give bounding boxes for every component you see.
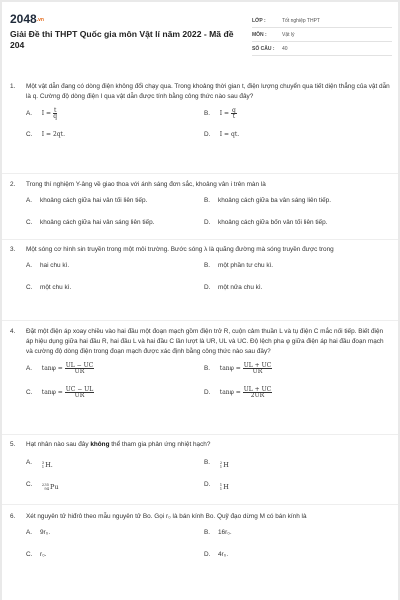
question-emphasis: không bbox=[90, 441, 110, 448]
option-d[interactable] bbox=[204, 550, 228, 560]
option-label: D. bbox=[204, 284, 211, 291]
exam-meta-table bbox=[252, 14, 392, 56]
option-b[interactable] bbox=[204, 528, 232, 538]
fraction bbox=[53, 108, 57, 119]
exam-page bbox=[2, 2, 398, 600]
meta-value: Tốt nghiệp THPT bbox=[282, 17, 320, 24]
meta-row-class bbox=[252, 14, 392, 28]
option-expr: tanφ = bbox=[219, 365, 243, 373]
numerator: UL + UC bbox=[243, 386, 272, 393]
element-symbol: Pu bbox=[50, 483, 59, 491]
question-number: 2. bbox=[10, 181, 16, 188]
option-text: khoảng cách giữa bốn vân tối liên tiếp. bbox=[218, 219, 328, 226]
option-b[interactable] bbox=[204, 458, 229, 470]
options bbox=[26, 456, 392, 490]
option-c[interactable] bbox=[26, 218, 154, 228]
fraction bbox=[243, 387, 273, 398]
element-symbol: H bbox=[223, 483, 229, 491]
option-label: B. bbox=[204, 197, 211, 204]
option-d[interactable] bbox=[204, 130, 239, 140]
fraction bbox=[65, 363, 95, 374]
question-4 bbox=[10, 327, 392, 403]
question-text-part: Hạt nhân nào sau đây bbox=[26, 441, 91, 448]
option-expr: tanφ = bbox=[219, 389, 243, 397]
divider bbox=[2, 173, 398, 174]
atomic-number: 1 bbox=[219, 486, 223, 491]
divider bbox=[2, 504, 398, 505]
question-text bbox=[26, 440, 390, 450]
numerator: UC − UL bbox=[65, 386, 94, 393]
mass-number: 3 bbox=[41, 460, 45, 465]
site-logo[interactable] bbox=[10, 12, 44, 26]
option-label: A. bbox=[26, 262, 33, 269]
fraction bbox=[65, 387, 95, 398]
option-label: C. bbox=[26, 551, 33, 558]
fraction bbox=[231, 108, 237, 119]
option-label: C. bbox=[26, 219, 33, 226]
option-text: một phần tư chu kì. bbox=[218, 262, 274, 269]
options bbox=[26, 363, 392, 403]
option-a[interactable] bbox=[26, 108, 57, 119]
option-label: A. bbox=[26, 459, 33, 466]
question-1 bbox=[10, 82, 392, 142]
numerator: q bbox=[232, 107, 236, 114]
mass-number: 235 bbox=[41, 482, 50, 487]
question-text bbox=[26, 327, 390, 357]
option-expr: tanφ = bbox=[41, 365, 65, 373]
option-b[interactable] bbox=[204, 363, 272, 374]
meta-row-subject bbox=[252, 28, 392, 42]
question-text-part: Đặt một điện áp xoay chiều vào hai đầu một đoạn mạch gồm điện trở R, cuộn cảm thuần L và tụ điện C mắc nối tiếp. Biết điện áp hiệu dụng giữa hai đầu R, hai đầu L và hai đầu C lần lượt là U bbox=[26, 328, 384, 345]
meta-key: LỚP : bbox=[252, 17, 266, 24]
option-label: B. bbox=[204, 262, 211, 269]
option-text: r₀. bbox=[40, 551, 47, 558]
question-number: 5. bbox=[10, 441, 16, 448]
numerator: t bbox=[54, 107, 57, 114]
numerator: UL + UC bbox=[243, 362, 272, 369]
option-label: D. bbox=[204, 389, 211, 397]
option-a[interactable] bbox=[26, 458, 53, 470]
logo-text: 2048 bbox=[10, 12, 37, 26]
atomic-number: 94 bbox=[44, 486, 50, 491]
question-number: 6. bbox=[10, 513, 16, 520]
meta-key: MÔN : bbox=[252, 31, 267, 38]
option-c[interactable] bbox=[26, 283, 71, 293]
denominator: UR bbox=[74, 392, 85, 399]
option-label: D. bbox=[204, 131, 211, 138]
logo-suffix: .vn bbox=[36, 16, 44, 23]
question-number: 3. bbox=[10, 246, 16, 253]
atomic-number: 1 bbox=[219, 464, 223, 469]
option-d[interactable] bbox=[204, 218, 327, 228]
option-label: D. bbox=[204, 481, 211, 488]
option-expr: I = 2qt. bbox=[41, 131, 65, 138]
option-text: khoảng cách giữa hai vân tối liên tiếp. bbox=[40, 197, 148, 204]
options bbox=[26, 196, 392, 230]
option-label: B. bbox=[204, 365, 211, 373]
page-title: Giải Đề thi THPT Quốc gia môn Vật lí năm 2022 - Mã đề 204 bbox=[10, 29, 234, 50]
mass-number: 2 bbox=[219, 460, 223, 465]
question-text-part: R, UL và UC. Độ lệch pha φ giữa điện áp hai đầu đoạn mạch và cường độ dòng điện trong đoạn mạch được xác định bằng công thức nào sau đây? bbox=[26, 338, 384, 355]
option-a[interactable] bbox=[26, 363, 94, 374]
option-d[interactable] bbox=[204, 480, 229, 492]
denominator: t bbox=[232, 113, 236, 120]
nuclide bbox=[42, 482, 59, 492]
question-text: Xét nguyên tử hiđrô theo mẫu nguyên tử Bo. Gọi r₀ là bán kính Bo. Quỹ đạo dừng M có bán kính là bbox=[26, 513, 307, 520]
option-label: A. bbox=[26, 529, 33, 536]
option-c[interactable] bbox=[26, 550, 47, 560]
atomic-number: 1 bbox=[41, 464, 45, 469]
option-d[interactable] bbox=[204, 283, 262, 293]
option-a[interactable] bbox=[26, 196, 147, 206]
option-text: 4r₀. bbox=[218, 551, 229, 558]
mass-number: 1 bbox=[219, 482, 223, 487]
question-number: 4. bbox=[10, 328, 16, 335]
option-expr: tanφ = bbox=[41, 389, 65, 397]
option-label: D. bbox=[204, 219, 211, 226]
meta-row-count bbox=[252, 42, 392, 56]
element-symbol: H bbox=[223, 461, 229, 469]
option-label: B. bbox=[204, 529, 211, 536]
fraction bbox=[243, 363, 273, 374]
question-text: Một sóng cơ hình sin truyền trong một môi trường. Bước sóng λ là quãng đường mà sóng truyền được trong bbox=[26, 246, 334, 253]
divider bbox=[2, 434, 398, 435]
option-label: A. bbox=[26, 365, 33, 373]
option-a[interactable] bbox=[26, 261, 69, 271]
option-c[interactable] bbox=[26, 480, 58, 492]
option-c[interactable] bbox=[26, 387, 94, 398]
meta-key: SỐ CÂU : bbox=[252, 45, 275, 52]
meta-value: 40 bbox=[282, 45, 288, 52]
option-text: khoảng cách giữa ba vân sáng liên tiếp. bbox=[218, 197, 331, 204]
denominator: UR bbox=[74, 368, 85, 375]
options bbox=[26, 108, 392, 142]
numerator: UL − UC bbox=[65, 362, 94, 369]
question-2 bbox=[10, 180, 392, 230]
option-text: một chu kì. bbox=[40, 284, 72, 291]
question-5 bbox=[10, 440, 392, 490]
option-label: A. bbox=[26, 110, 33, 118]
option-label: C. bbox=[26, 481, 33, 488]
question-text: Trong thí nghiệm Y-âng về giao thoa với ánh sáng đơn sắc, khoảng vân i trên màn là bbox=[26, 181, 266, 188]
nuclide bbox=[220, 460, 229, 470]
option-text: 9r₀. bbox=[40, 529, 51, 536]
option-text: 16r₀. bbox=[218, 529, 232, 536]
option-expr: I = bbox=[219, 110, 231, 118]
question-number: 1. bbox=[10, 83, 16, 90]
question-6 bbox=[10, 512, 392, 562]
options bbox=[26, 261, 392, 295]
question-text-part: thể tham gia phản ứng nhiệt hạch? bbox=[109, 441, 211, 448]
option-text: khoảng cách giữa hai vân sáng liên tiếp. bbox=[40, 219, 155, 226]
divider bbox=[2, 320, 398, 321]
option-expr: I = bbox=[41, 110, 53, 118]
nuclide bbox=[42, 460, 53, 470]
option-b[interactable] bbox=[204, 108, 237, 119]
question-text: Một vật dẫn đang có dòng điện không đổi chạy qua. Trong khoảng thời gian t, điện lượng chuyển qua tiết diện thẳng của vật dẫn là q. Cường độ dòng điện I qua vật dẫn được tính bằng công thức nào sau đây? bbox=[26, 83, 390, 100]
question-3 bbox=[10, 245, 392, 295]
option-expr: I = qt. bbox=[219, 131, 240, 138]
option-b[interactable] bbox=[204, 261, 273, 271]
option-text: hai chu kì. bbox=[40, 262, 70, 269]
options bbox=[26, 528, 392, 562]
page-header bbox=[2, 2, 398, 64]
option-label: D. bbox=[204, 551, 211, 558]
element-symbol: H. bbox=[45, 461, 53, 469]
option-label: B. bbox=[204, 110, 211, 118]
meta-value: Vật lý bbox=[282, 31, 295, 38]
option-a[interactable] bbox=[26, 528, 50, 538]
option-label: A. bbox=[26, 197, 33, 204]
option-label: B. bbox=[204, 459, 211, 466]
denominator: UR bbox=[252, 368, 263, 375]
option-label: C. bbox=[26, 284, 33, 291]
option-b[interactable] bbox=[204, 196, 331, 206]
option-d[interactable] bbox=[204, 387, 272, 398]
option-label: C. bbox=[26, 131, 33, 138]
option-c[interactable] bbox=[26, 130, 65, 140]
option-label: C. bbox=[26, 389, 33, 397]
divider bbox=[2, 239, 398, 240]
denominator: 2UR bbox=[250, 392, 265, 399]
denominator: q bbox=[53, 113, 58, 120]
option-text: một nửa chu kì. bbox=[218, 284, 263, 291]
nuclide bbox=[220, 482, 229, 492]
